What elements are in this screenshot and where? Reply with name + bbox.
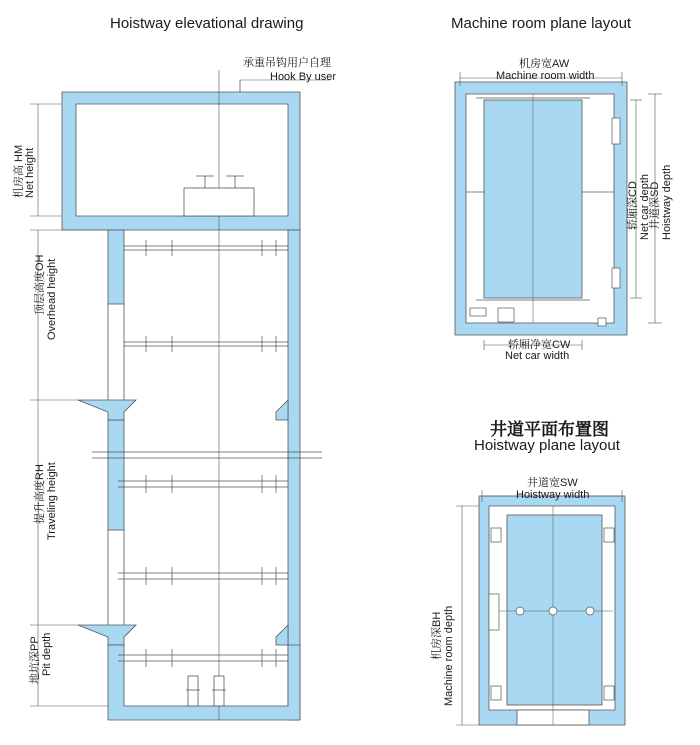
hoistway-plane-title-en: Hoistway plane layout: [474, 437, 620, 454]
pp-label-en: Pit depth: [41, 632, 53, 676]
landing-sill-left-2: [78, 625, 136, 645]
hm-label-zh: 机房高 HM: [13, 144, 25, 198]
sd-label-zh: 井道深SD: [649, 181, 661, 230]
cw-label-en: Net car width: [505, 350, 570, 362]
hook-label-zh: 承重吊钩用户自理: [243, 57, 331, 69]
oh-label-en: Overhead height: [46, 258, 58, 340]
pit-walls: [108, 645, 300, 720]
aw-label-en: Machine room width: [496, 70, 595, 82]
oh-label-zh: 顶层高度OH: [34, 254, 46, 315]
rh-label-en: Traveling height: [46, 462, 58, 540]
machine-room-title: Machine room plane layout: [451, 15, 632, 32]
sd-label-en: Hoistway depth: [661, 164, 673, 240]
aw-label-zh: 机房宽AW: [519, 58, 570, 70]
cw-label-zh: 轿厢净宽CW: [508, 339, 571, 351]
sw-label-zh: 井道宽SW: [527, 477, 578, 489]
machine-room-plan: [455, 56, 673, 362]
bh-label-zh: 机房深BH: [431, 611, 443, 660]
hm-label-en: Net height: [24, 147, 36, 198]
pit-buffers: [186, 676, 226, 706]
elevation-drawing: [11, 55, 336, 720]
machine-room-walls: [62, 92, 300, 230]
sw-label-en: Hoistway width: [516, 489, 590, 501]
hoistway-left-wall-top: [108, 230, 124, 304]
rh-label-zh: 提升高度RH: [34, 464, 46, 524]
hoistway-plan: [429, 475, 625, 725]
cd-label-zh: 轿厢深CD: [627, 181, 639, 230]
hoistway-plane-title-zh: 井道平面布置图: [490, 420, 609, 439]
landing-sill-left-1: [78, 400, 136, 420]
traction-machine: [184, 188, 254, 216]
bh-label-en: Machine room depth: [443, 605, 455, 706]
hook-label-en: Hook By user: [270, 71, 337, 83]
cd-label-en: Net car depth: [639, 173, 651, 240]
pp-label-zh: 地坑深PP: [29, 636, 41, 684]
elevation-title: Hoistway elevational drawing: [110, 15, 304, 32]
